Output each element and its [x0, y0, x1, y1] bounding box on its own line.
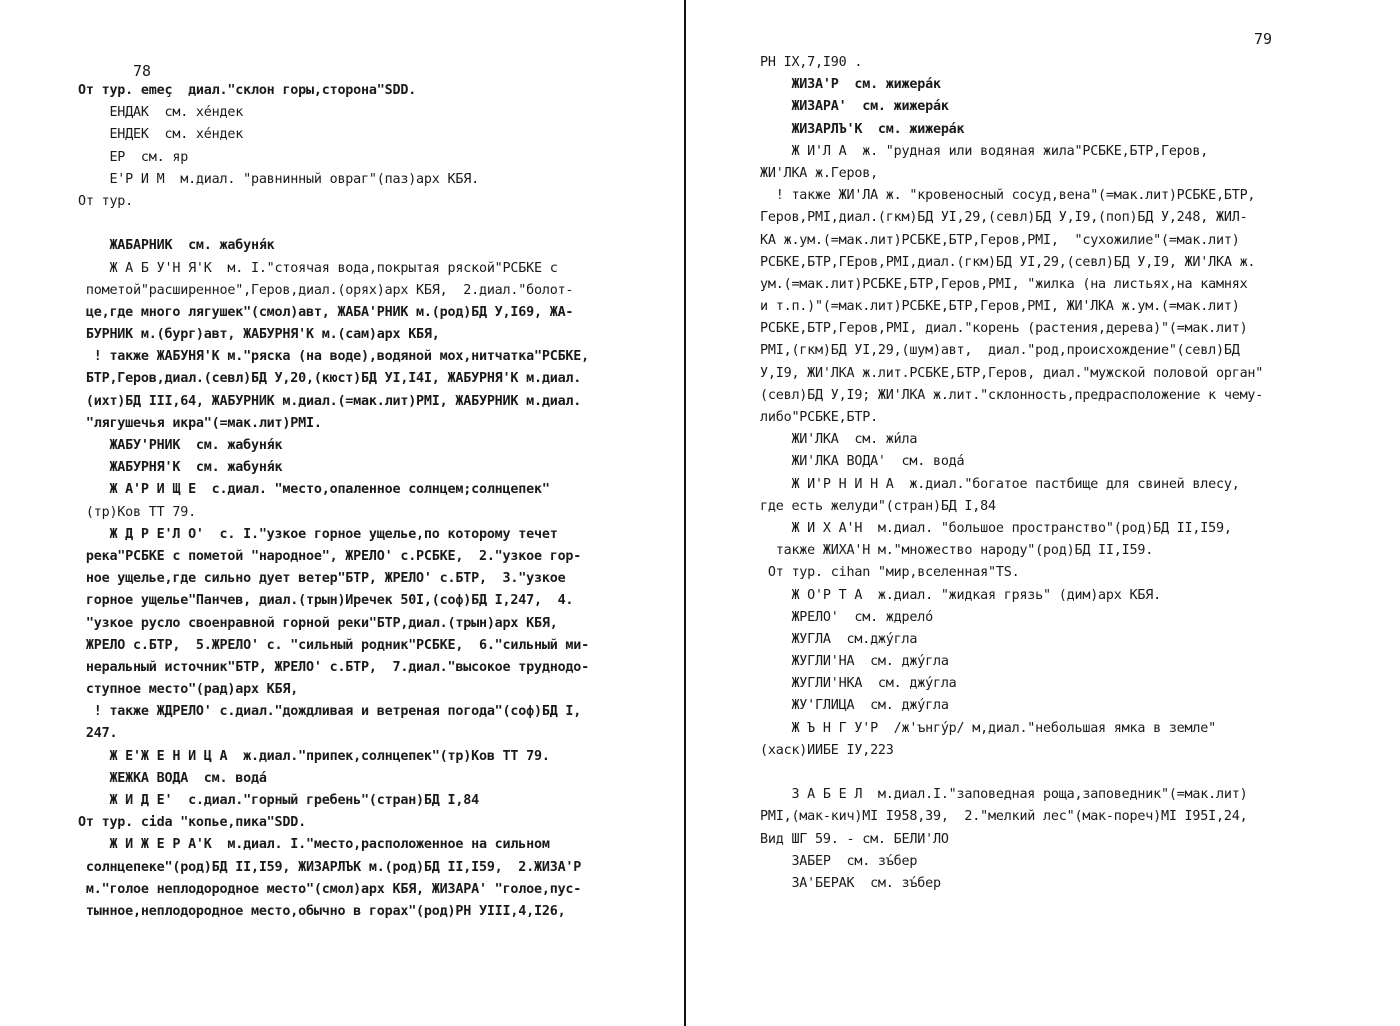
- text-line: ступное место"(рад)арх КБЯ,: [78, 682, 299, 698]
- text-line: РН IX,7,I90 .: [760, 55, 863, 70]
- text-line: также ЖИХА'Н м."множество народу"(род)БД II,I59.: [760, 543, 1154, 559]
- text-line: ЖУГЛИ'НА см. джу́гла: [760, 654, 949, 670]
- text-line: ЖАБУРНЯ'К см. жабуня́к: [78, 460, 283, 476]
- text-line: "узкое русло своенравной горной реки"БТР,диал.(трын)арх КБЯ,: [78, 615, 558, 631]
- page-number: 79: [1254, 30, 1273, 48]
- text-line: У,I9, ЖИ'ЛКА ж.лит.РСБКЕ,БТР,Геров, диал."мужской половой орган": [760, 365, 1264, 381]
- text-line: ЖИЗАРЛЪ'К см. жижера́к: [760, 121, 965, 137]
- text-line: Ж И Х А'Н м.диал. "большое пространство"(род)БД II,I59,: [760, 520, 1232, 536]
- text-line: 247.: [78, 726, 118, 742]
- text-line: КА ж.ум.(=мак.лит)РСБКЕ,БТР,Геров,РМI, "сухожилие"(=мак.лит): [760, 232, 1240, 248]
- text-line: ЗАБЕР см. зъ́бер: [760, 853, 918, 869]
- left-page: [0, 0, 684, 1026]
- text-line: [78, 213, 589, 235]
- text-line: неральный источник"БТР, ЖРЕЛО' с.БТР, 7.диал."высокое труднодо-: [78, 659, 590, 675]
- text-line: От тур. cida "копье,пика"SDD.: [78, 815, 306, 831]
- text-line: Ж И Ж Е Р А'К м.диал. I."место,расположенное на сильном: [78, 837, 550, 853]
- text-line: От тур. emeç диал."склон горы,сторона"SDD.: [78, 83, 417, 98]
- text-line: ЖИ'ЛКА ж.Геров,: [760, 165, 878, 181]
- text-line: ЕНДЕК см. хéндек: [78, 127, 244, 143]
- text-line: Ж И'Л А ж. "рудная или водяная жила"РСБКЕ,БТР,Геров,: [760, 143, 1209, 159]
- text-line: ЖИ'ЛКА ВОДА' см. вода́: [760, 454, 965, 470]
- text-line: пометой"расширенное",Геров,диал.(орях)арх КБЯ, 2.диал."болот-: [78, 282, 574, 298]
- text-line: РСБКЕ,БТР,ГЕров,РМI,диал.(гкм)БД УI,29,(севл)БД У,I9, ЖИ'ЛКА ж.: [760, 254, 1256, 270]
- text-line: ЖУГЛА см.джу́гла: [760, 631, 918, 647]
- page-divider: [684, 0, 686, 1026]
- text-line: (севл)БД У,I9; ЖИ'ЛКА ж.лит."склонность,предрасположение к чему-: [760, 387, 1264, 403]
- text-line: Геров,РМI,диал.(гкм)БД УI,29,(севл)БД У,I9,(поп)БД У,248, ЖИЛ-: [760, 210, 1248, 226]
- page-number: 78: [133, 62, 152, 80]
- text-line: Ж О'Р Т А ж.диал. "жидкая грязь" (дим)арх КБЯ.: [760, 587, 1161, 603]
- text-line: ЖЕЖКА ВОДА см. вода́: [78, 770, 267, 786]
- text-line: ное ущелье,где сильно дует ветер"БТР, ЖРЕЛО' с.БТР, 3."узкое: [78, 571, 566, 587]
- text-line: БУРНИК м.(бург)авт, ЖАБУРНЯ'К м.(сам)арх КБЯ,: [78, 327, 440, 343]
- text-line: [760, 762, 1263, 784]
- text-line: З А Б Е Л м.диал.I."заповедная роща,заповедник"(=мак.лит): [760, 787, 1248, 803]
- text-line: (тр)Ков ТТ 79.: [78, 504, 196, 520]
- text-line: тынное,неплодородное место,обычно в горах"(род)РН УIII,4,I26,: [78, 903, 566, 919]
- text-line: либо"РСБКЕ,БТР.: [760, 410, 878, 425]
- text-line: ЖАБУ'РНИК см. жабуня́к: [78, 438, 283, 453]
- text-line: ЕР см. яр: [78, 149, 189, 165]
- text-line: Ж И'Р Н И Н А ж.диал."богатое пастбище для свиней влесу,: [760, 476, 1240, 492]
- text-line: Ж А'Р И Щ Е с.диал. "место,опаленное солнцем;солнцепек": [78, 482, 550, 498]
- text-line: це,где много лягушек"(смол)авт, ЖАБА'РНИК м.(род)БД У,I69, ЖА-: [78, 304, 574, 320]
- text-line: Ж И Д Е' с.диал."горный гребень"(стран)БД I,84: [78, 793, 479, 808]
- text-line: От тур.: [78, 193, 134, 209]
- text-line: река"РСБКЕ с пометой "народное", ЖРЕЛО' с.РСБКЕ, 2."узкое гор-: [78, 548, 582, 564]
- right-page: [690, 0, 1400, 1026]
- text-line: ЖРЕЛО' см. ждрело́: [760, 609, 933, 625]
- text-line: ЖИЗА'Р см. жижера́к: [760, 77, 941, 93]
- left-page-text: [78, 80, 589, 923]
- text-line: РМI,(мак-кич)МI I958,39, 2."мелкий лес"(мак-пореч)МI I95I,24,: [760, 809, 1248, 825]
- text-line: Е'Р И М м.диал. "равнинный овраг"(паз)арх КБЯ.: [78, 171, 479, 187]
- text-line: РСБКЕ,БТР,Геров,РМI, диал."корень (растения,дерева)"(=мак.лит): [760, 321, 1248, 337]
- text-line: ЕНДАК см. хéндек: [78, 105, 244, 121]
- text-line: (хаск)ИИБЕ IУ,223: [760, 742, 894, 758]
- text-line: ЗА'БЕРАК см. зъ́бер: [760, 875, 941, 891]
- text-line: и т.п.)"(=мак.лит)РСБКЕ,БТР,Геров,РМI, ЖИ'ЛКА ж.ум.(=мак.лит): [760, 299, 1240, 315]
- text-line: ЖУ'ГЛИЦА см. джу́гла: [760, 698, 949, 714]
- text-line: горное ущелье"Панчев, диал.(трын)Иречек 50I,(соф)БД I,247, 4.: [78, 593, 574, 609]
- text-line: От тур. cihan "мир,вселенная"TS.: [760, 565, 1020, 581]
- text-line: где есть желуди"(стран)БД I,84: [760, 498, 996, 514]
- text-line: ЖАБАРНИК см. жабуня́к: [78, 238, 275, 254]
- text-line: Ж А Б У'Н Я'К м. I."стоячая вода,покрытая ряской"РСБКЕ с: [78, 260, 558, 276]
- text-line: РМI,(гкм)БД УI,29,(шум)авт, диал."род,происхождение"(севл)БД: [760, 343, 1240, 359]
- text-line: ум.(=мак.лит)РСБКЕ,БТР,Геров,РМI, "жилка (на листьях,на камнях: [760, 276, 1248, 292]
- text-line: ЖИ'ЛКА см. жи́ла: [760, 432, 918, 448]
- text-line: ЖУГЛИ'НКА см. джу́гла: [760, 676, 957, 692]
- text-line: солнцепеке"(род)БД II,I59, ЖИЗАРЛЪК м.(род)БД II,I59, 2.ЖИЗА'Р: [78, 859, 582, 875]
- text-line: Ж Е'Ж Е Н И Ц А ж.диал."припек,солнцепек"(тр)Ков ТТ 79.: [78, 748, 550, 764]
- text-line: ЖРЕЛО с.БТР, 5.ЖРЕЛО' с. "сильный родник"РСБКЕ, 6."сильный ми-: [78, 637, 590, 653]
- text-line: (ихт)БД III,64, ЖАБУРНИК м.диал.(=мак.лит)РМI, ЖАБУРНИК м.диал.: [78, 393, 582, 409]
- text-line: Ж Д Р Е'Л О' с. I."узкое горное ущелье,по которому течет: [78, 526, 558, 542]
- text-line: Вид ШГ 59. - см. БЕЛИ'ЛО: [760, 831, 949, 847]
- text-line: м."голое неплодородное место"(смол)арх КБЯ, ЖИЗАРА' "голое,пус-: [78, 881, 582, 897]
- text-line: "лягушечья икра"(=мак.лит)РМI.: [78, 415, 322, 431]
- text-line: БТР,Геров,диал.(севл)БД У,20,(кюст)БД УI,I4I, ЖАБУРНЯ'К м.диал.: [78, 371, 582, 387]
- text-line: ! также ЖАБУНЯ'К м."ряска (на воде),водяной мох,нитчатка"РСБКЕ,: [78, 349, 590, 365]
- text-line: ! также ЖИ'ЛА ж. "кровеносный сосуд,вена"(=мак.лит)РСБКЕ,БТР,: [760, 188, 1256, 204]
- right-page-text: [760, 52, 1263, 895]
- text-line: ЖИЗАРА' см. жижера́к: [760, 99, 949, 115]
- text-line: Ж Ъ Н Г У'Р /ж'ънгу́р/ м,диал."небольшая ямка в земле": [760, 720, 1216, 736]
- text-line: ! также ЖДРЕЛО' с.диал."дождливая и ветреная погода"(соф)БД I,: [78, 704, 582, 720]
